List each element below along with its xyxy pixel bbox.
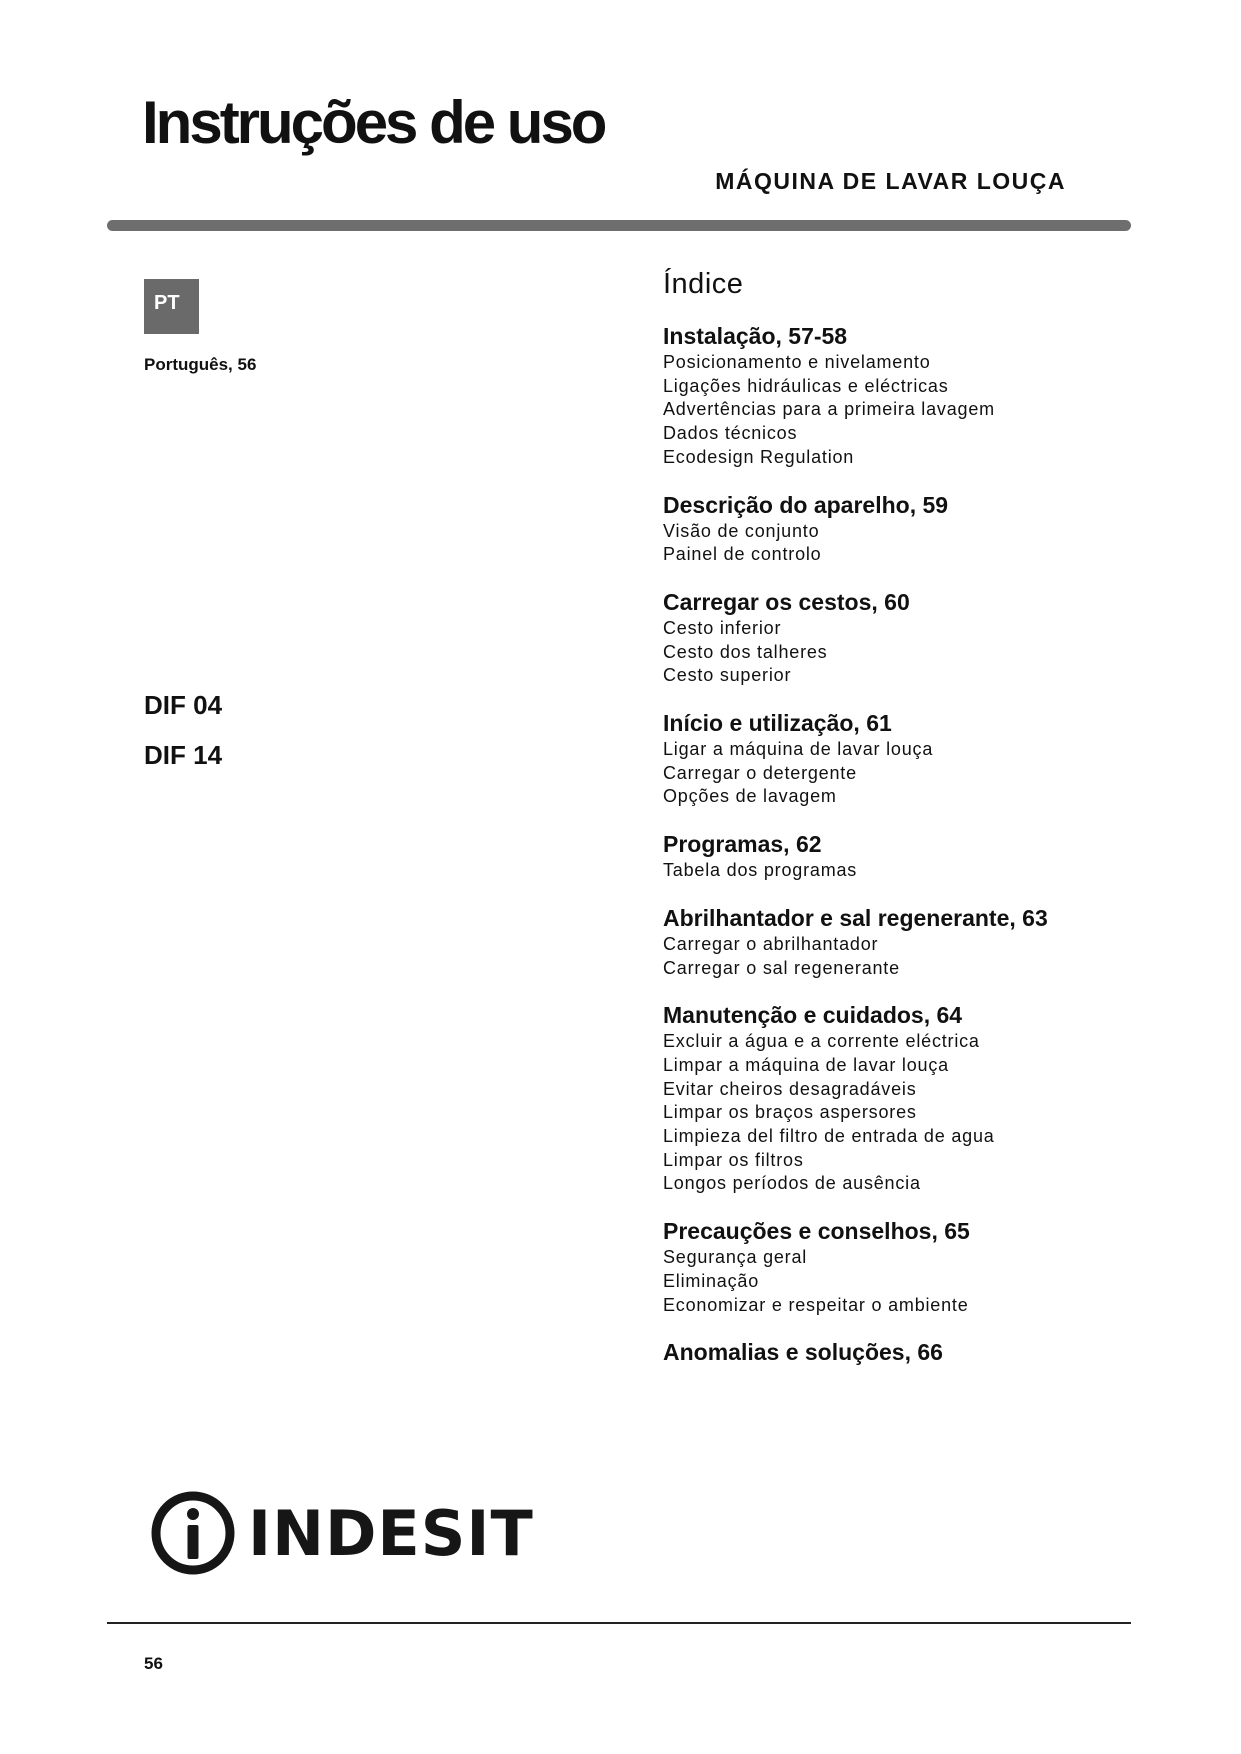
toc-section-title: Anomalias e soluções, 66 <box>663 1339 943 1366</box>
toc-item: Advertências para a primeira lavagem <box>663 399 995 420</box>
toc-item: Dados técnicos <box>663 423 798 444</box>
toc-item: Tabela dos programas <box>663 860 858 881</box>
toc-section <box>663 903 1113 980</box>
toc-section-title: Manutenção e cuidados, 64 <box>663 1002 963 1029</box>
page-number: 56 <box>144 1654 163 1673</box>
toc-section <box>663 1216 1113 1317</box>
toc-item: Carregar o abrilhantador <box>663 933 879 954</box>
toc-item: Economizar e respeitar o ambiente <box>663 1294 969 1315</box>
toc-section-title: Programas, 62 <box>663 831 822 858</box>
toc-section-title: Início e utilização, 61 <box>663 710 892 737</box>
toc-item: Segurança geral <box>663 1247 808 1268</box>
info-circle-logo-icon <box>150 1490 236 1576</box>
toc-item: Painel de controlo <box>663 544 822 565</box>
toc-item: Longos períodos de ausência <box>663 1173 921 1194</box>
toc-section-title: Abrilhantador e sal regenerante, 63 <box>663 904 1048 931</box>
toc-section <box>663 1337 1113 1367</box>
toc-section <box>663 587 1113 688</box>
toc-item: Posicionamento e nivelamento <box>663 352 931 372</box>
toc-item: Ligar a máquina de lavar louça <box>663 739 934 760</box>
toc-section <box>663 708 1113 809</box>
header-divider <box>107 220 1131 231</box>
toc-section-title: Carregar os cestos, 60 <box>663 588 910 615</box>
toc-item: Limpar os filtros <box>663 1149 804 1170</box>
brand-logo <box>150 1490 534 1576</box>
toc-item: Cesto superior <box>663 665 792 686</box>
toc-item: Carregar o detergente <box>663 762 857 783</box>
toc-item: Eliminação <box>663 1270 760 1291</box>
toc-section <box>663 829 1113 883</box>
language-reference: Português, 56 <box>144 355 257 374</box>
toc-item: Limpieza del filtro de entrada de agua <box>663 1126 995 1147</box>
footer-divider <box>107 1622 1131 1624</box>
toc-item: Limpar a máquina de lavar louça <box>663 1054 949 1075</box>
toc-item: Evitar cheiros desagradáveis <box>663 1078 917 1099</box>
toc-section <box>663 1000 1113 1196</box>
toc-item: Excluir a água e a corrente eléctrica <box>663 1031 980 1052</box>
toc-section <box>663 321 1113 470</box>
toc-item: Ligações hidráulicas e eléctricas <box>663 375 949 396</box>
toc-item: Carregar o sal regenerante <box>663 957 900 978</box>
toc-item: Limpar os braços aspersores <box>663 1102 917 1123</box>
toc-item: Cesto dos talheres <box>663 641 828 662</box>
toc-item: Cesto inferior <box>663 617 782 638</box>
toc-section-title: Precauções e conselhos, 65 <box>663 1218 970 1245</box>
toc-section-title: Descrição do aparelho, 59 <box>663 491 949 518</box>
toc-sections <box>663 321 1113 1367</box>
toc-item: Ecodesign Regulation <box>663 446 855 467</box>
model-name: DIF 14 <box>144 740 223 770</box>
product-type: MÁQUINA DE LAVAR LOUÇA <box>715 168 1066 194</box>
table-of-contents <box>663 268 1113 1387</box>
page-title: Instruções de uso <box>142 89 605 156</box>
brand-name: INDESIT <box>248 1496 534 1570</box>
toc-item: Visão de conjunto <box>663 520 820 541</box>
model-name: DIF 04 <box>144 690 223 720</box>
toc-section <box>663 490 1113 567</box>
language-badge: PT <box>144 279 199 334</box>
toc-item: Opções de lavagem <box>663 786 837 807</box>
toc-section-title: Instalação, 57-58 <box>663 323 848 349</box>
toc-heading: Índice <box>663 268 744 300</box>
